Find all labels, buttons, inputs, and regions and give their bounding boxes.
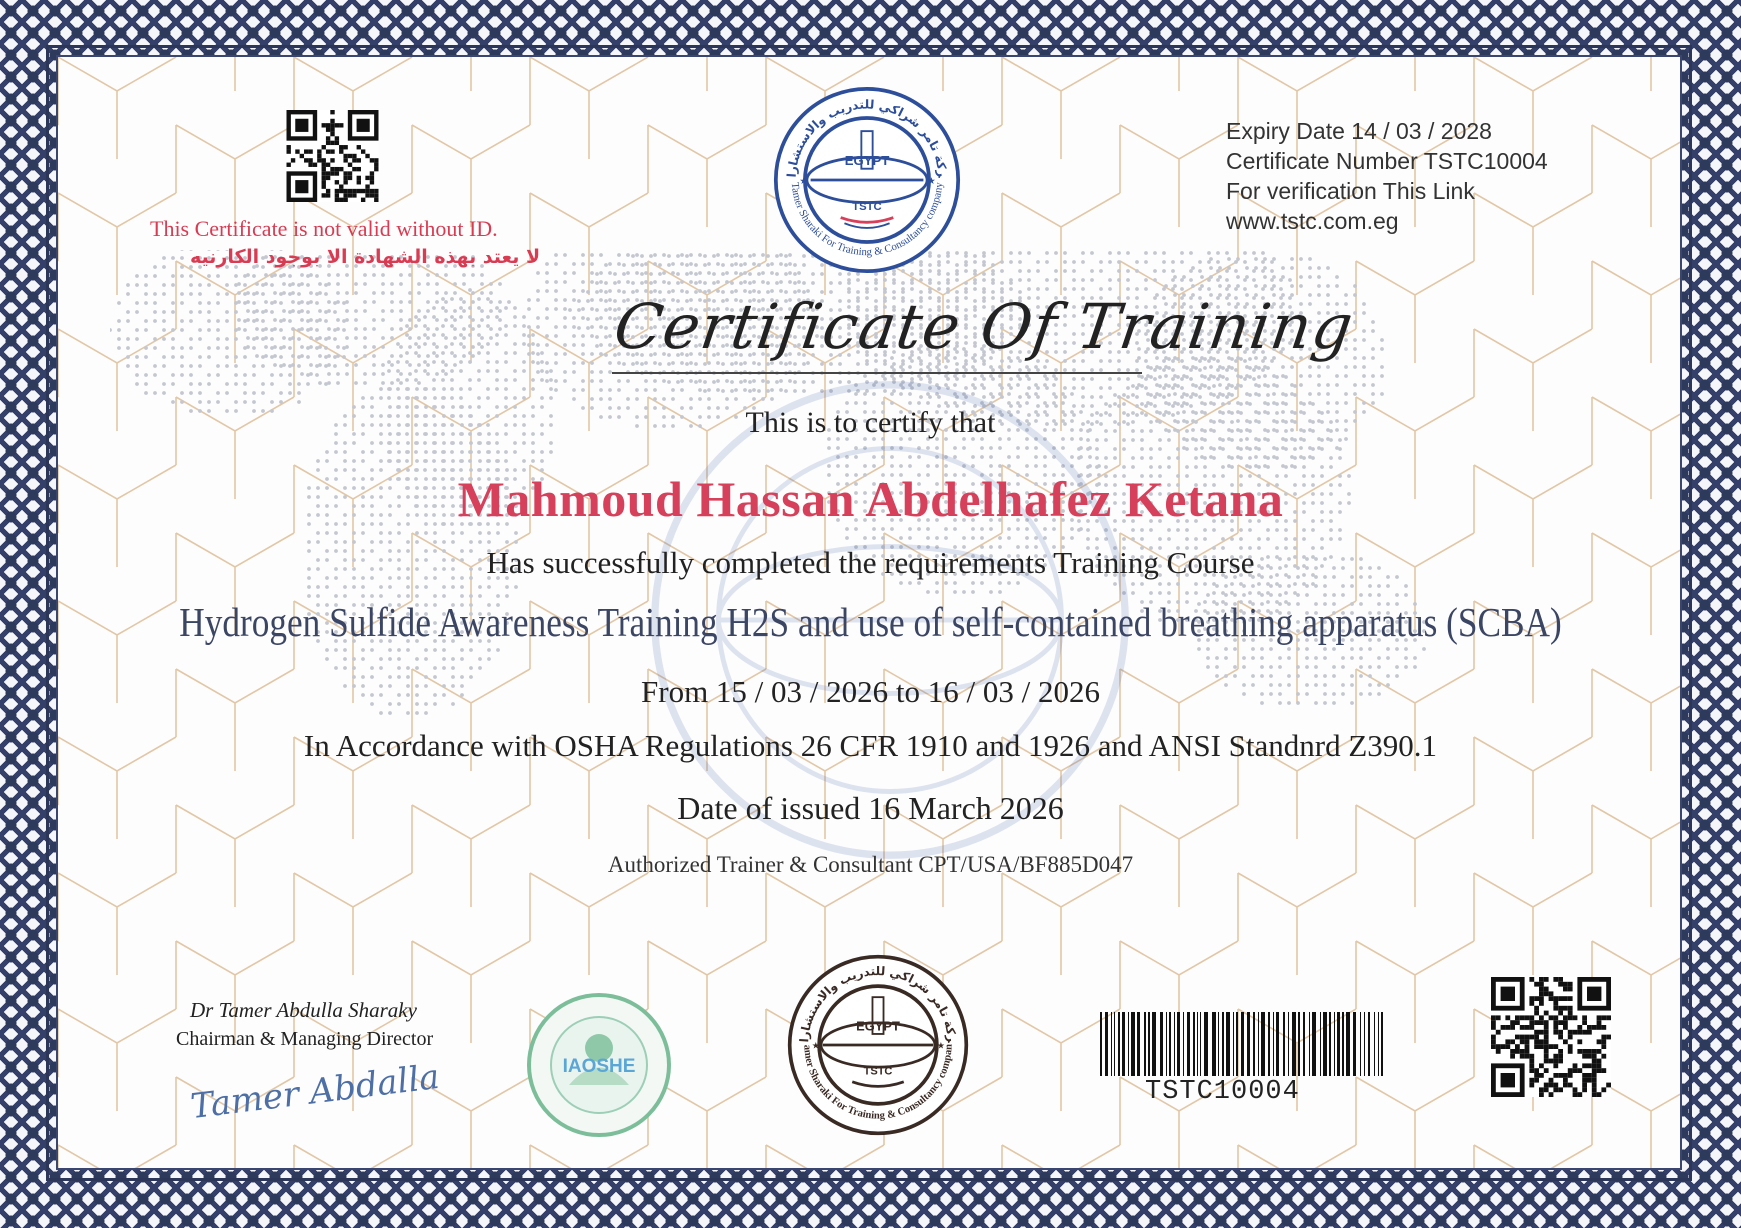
trainer-line: Authorized Trainer & Consultant CPT/USA/BF885D047 <box>607 852 1134 877</box>
seal-english-text: amer Sharaki For Training & Consultancy compan <box>801 1043 955 1122</box>
iaoshe-label: IAOSHE <box>562 1056 636 1077</box>
certify-line: This is to certify that <box>745 406 996 439</box>
signatory-role: Chairman & Managing Director <box>176 1028 434 1050</box>
completed-line: Has successfully completed the requirements Training Course <box>486 545 1255 580</box>
company-seal-bottom <box>786 953 970 1137</box>
validity-notice: This Certificate is not valid without ID. <box>150 216 498 241</box>
issue-date: Date of issued 16 March 2026 <box>677 790 1064 826</box>
certificate-number: Certificate Number TSTC10004 <box>1226 148 1548 174</box>
course-name: Hydrogen Sulfide Awareness Training H2S and use of self-contained breathing apparatus (SCBA) <box>179 599 1562 645</box>
regulations-line: In Accordance with OSHA Regulations 26 CFR 1910 and 1926 and ANSI Standnrd Z390.1 <box>303 728 1438 763</box>
iaoshe-logo <box>524 990 674 1140</box>
barcode <box>1100 1012 1386 1076</box>
seal-abbr: TSTC <box>852 201 882 214</box>
company-seal-top <box>773 86 961 274</box>
star-icon: ★ <box>936 1040 946 1051</box>
seal-country: EGYPT <box>856 1018 900 1034</box>
verification-link[interactable]: www.tstc.com.eg <box>1226 208 1399 234</box>
seal-english-text: Tamer Sharaki For Training & Consultancy company <box>788 181 946 259</box>
signatory-name: Dr Tamer Abdulla Sharaky <box>190 998 417 1022</box>
star-icon: ★ <box>927 176 936 187</box>
course-dates: From 15 / 03 / 2026 to 16 / 03 / 2026 <box>641 674 1100 709</box>
seal-arabic-text: ركة تامر شراكي للتدريب والاستشارات <box>784 97 950 179</box>
certificate-details <box>1226 116 1548 236</box>
recipient-name: Mahmoud Hassan Abdelhafez Ketana <box>457 471 1284 527</box>
certificate-title: Certificate Of Training <box>609 290 1359 363</box>
star-icon: ★ <box>811 1040 821 1051</box>
validity-notice-arabic: لا يعتد بهذه الشهادة الا بوجود الكارنيه <box>190 246 541 268</box>
seal-abbr: TSTC <box>863 1065 893 1078</box>
qr-code-bottom[interactable] <box>1490 977 1612 1097</box>
seal-arabic-text: ركة تامر شراكي للتدريب والاستشارات <box>797 964 959 1044</box>
seal-country: EGYPT <box>844 152 890 168</box>
expiry-date: Expiry Date 14 / 03 / 2028 <box>1226 118 1492 144</box>
signature: Tamer Abdalla <box>188 1056 442 1128</box>
star-icon: ★ <box>799 176 808 187</box>
barcode-number: TSTC10004 <box>1145 1077 1300 1107</box>
qr-code-top[interactable] <box>285 110 380 202</box>
title-underline <box>612 372 1142 374</box>
verification-label: For verification This Link <box>1226 178 1475 204</box>
